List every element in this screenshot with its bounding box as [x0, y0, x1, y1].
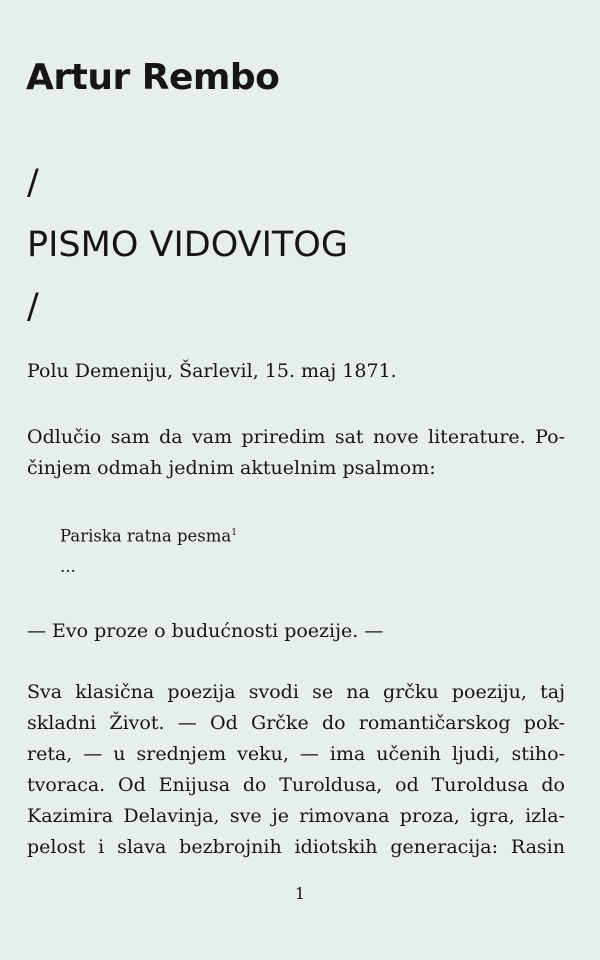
body-paragraph — [27, 677, 565, 863]
letter-title-block — [27, 152, 348, 338]
poem-citation — [60, 518, 237, 582]
author-name: Artur Rembo — [26, 57, 280, 98]
title-slash-bottom: / — [27, 287, 39, 327]
body-line: tvoraca. Od Enijusa do Turoldusa, od Turoldusa do — [27, 774, 565, 796]
poem-title: Pariska ratna pesma — [60, 526, 232, 546]
intro-line: činjem odmah jednim aktuelnim psalmom: — [27, 457, 436, 479]
body-line: reta, — u srednjem veku, — ima učenih ljudi, stiho- — [27, 743, 565, 765]
letter-title: PISMO VIDOVITOG — [27, 225, 348, 265]
page-number: 1 — [294, 884, 306, 903]
interlude-line: — Evo proze o budućnosti poezije. — — [27, 620, 384, 642]
intro-line: Odlučio sam da vam priredim sat nove literature. Po- — [27, 426, 565, 448]
dateline: Polu Demeniju, Šarlevil, 15. maj 1871. — [27, 360, 397, 382]
poem-title-line — [60, 518, 237, 552]
footnote-marker: 1 — [231, 528, 237, 538]
body-line: Sva klasična poezija svodi se na grčku poeziju, taj — [27, 681, 565, 703]
poem-ellipsis: ... — [60, 556, 76, 576]
intro-paragraph — [27, 422, 565, 484]
body-line: pelost i slava bezbrojnih idiotskih generacija: Rasin — [27, 836, 565, 858]
body-line: skladni Život. — Od Grčke do romantičarskog pok- — [27, 712, 565, 734]
title-slash-top: / — [27, 163, 39, 203]
body-line: Kazimira Delavinja, sve je rimovana proza, igra, izla- — [27, 805, 565, 827]
